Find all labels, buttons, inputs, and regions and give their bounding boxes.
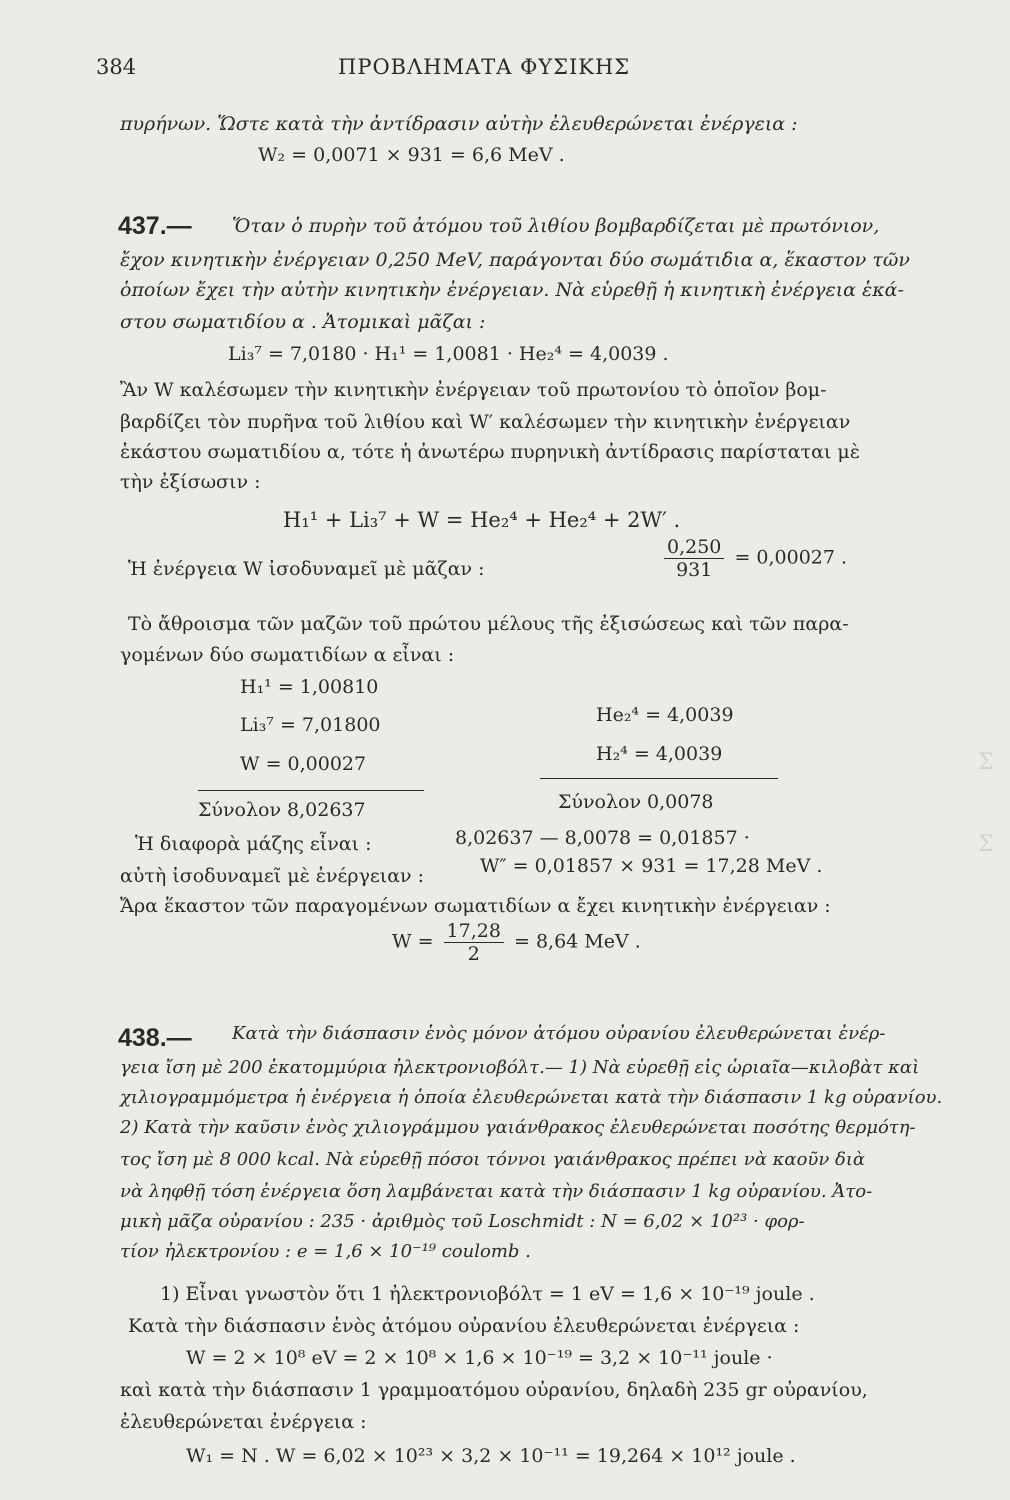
left-column-row: H₁¹ = 1,00810	[240, 676, 379, 698]
solution-438-line-5: ἐλευθερώνεται ἐνέργεια :	[120, 1411, 367, 1433]
atomic-masses: Li₃⁷ = 7,0180 · H₁¹ = 1,0081 · He₂⁴ = 4,0039 .	[228, 343, 669, 365]
problem-438-text-2: γεια ἴση μὲ 200 ἑκατομμύρια ἠλεκτρονιοβόλτ.— 1) Νὰ εὑρεθῇ εἰς ὡριαῖα—κιλοβὰτ καὶ	[120, 1057, 920, 1078]
problem-437-text-3: ὁποίων ἔχει τὴν αὐτὴν κινητικὴν ἐνέργειαν. Νὰ εὑρεθῇ ἡ κινητικὴ ἐνέργεια ἑκά-	[120, 279, 904, 301]
energy-equivalent-equation: W″ = 0,01857 × 931 = 17,28 MeV .	[480, 855, 823, 877]
solution-437-line-3: ἑκάστου σωματιδίου α, τότε ἡ ἀνωτέρω πυρηνικὴ ἀντίδρασις παρίσταται μὲ	[120, 441, 860, 463]
fraction-result: = 0,00027 .	[734, 546, 848, 569]
kinetic-energy-text: Ἄρα ἕκαστον τῶν παραγομένων σωματιδίων α ἔχει κινητικὴν ἐνέργειαν :	[120, 895, 831, 917]
right-column-row: He₂⁴ = 4,0039	[596, 704, 734, 726]
fraction-denominator: 931	[676, 559, 713, 581]
problem-438-text-3: χιλιογραμμόμετρα ἡ ἐνέργεια ἡ ὁποία ἐλευθερώνεται κατὰ τὴν διάσπασιν 1 kg οὐρανίου.	[120, 1087, 943, 1108]
sum-text-1: Τὸ ἄθροισμα τῶν μαζῶν τοῦ πρώτου μέλους τῆς ἐξισώσεως καὶ τῶν παρα-	[128, 613, 849, 635]
problem-number-437: 437.—	[118, 212, 192, 240]
intro-line: πυρήνων. Ὥστε κατὰ τὴν ἀντίδρασιν αὐτὴν ἐλευθερώνεται ἐνέργεια :	[120, 113, 798, 135]
energy-mass-text: Ἡ ἐνέργεια W ἰσοδυναμεῖ μὲ μᾶζαν :	[128, 558, 485, 580]
running-title: ΠΡΟΒΛΗΜΑΤΑ ΦΥΣΙΚΗΣ	[338, 55, 631, 79]
energy-equivalent-label: αὐτὴ ἰσοδυναμεῖ μὲ ἐνέργειαν :	[120, 865, 425, 887]
solution-438-line-2: Κατὰ τὴν διάσπασιν ἑνὸς ἀτόμου οὐρανίου ἐλευθερώνεται ἐνέργεια :	[128, 1315, 800, 1337]
problem-438-text-1: Κατὰ τὴν διάσπασιν ἑνὸς μόνον ἀτόμου οὐρανίου ἐλευθερώνεται ἐνέρ-	[232, 1023, 886, 1044]
sum-text-2: γομένων δύο σωματιδίων α εἶναι :	[120, 644, 455, 666]
margin-mark: Σ	[978, 832, 994, 857]
left-total: Σύνολον 8,02637	[198, 799, 366, 821]
solution-438-line-3: W = 2 × 10⁸ eV = 2 × 10⁸ × 1,6 × 10⁻¹⁹ = 3,2 × 10⁻¹¹ joule ·	[186, 1347, 773, 1369]
solution-438-line-6: W₁ = N . W = 6,02 × 10²³ × 3,2 × 10⁻¹¹ = 19,264 × 10¹² joule .	[186, 1445, 796, 1467]
result-rhs: = 8,64 MeV .	[514, 930, 641, 953]
problem-438-text-4: 2) Κατὰ τὴν καῦσιν ἑνὸς χιλιογράμμου γαιάνθρακος ἐλευθερώνεται ποσότης θερμότη-	[120, 1117, 916, 1138]
kinetic-energy-result	[392, 920, 641, 965]
reaction-equation: H₁¹ + Li₃⁷ + W = He₂⁴ + He₂⁴ + 2W′ .	[283, 508, 681, 532]
energy-mass-fraction	[660, 536, 847, 581]
right-column-row: H₂⁴ = 4,0039	[596, 743, 723, 765]
result-lhs: W =	[392, 930, 434, 953]
solution-438-line-4: καὶ κατὰ τὴν διάσπασιν 1 γραμμοατόμου οὐρανίου, δηλαδὴ 235 gr οὐρανίου,	[120, 1379, 868, 1401]
sum-rule-left	[198, 790, 424, 791]
problem-437-text-4: στου σωματιδίου α . Ἀτομικαὶ μᾶζαι :	[120, 311, 486, 333]
problem-437-text-1: Ὅταν ὁ πυρὴν τοῦ ἀτόμου τοῦ λιθίου βομβαρδίζεται μὲ πρωτόνιον,	[232, 215, 880, 237]
fraction-denominator: 2	[467, 943, 480, 965]
solution-438-line-1: 1) Εἶναι γνωστὸν ὅτι 1 ἠλεκτρονιοβόλτ = 1 eV = 1,6 × 10⁻¹⁹ joule .	[160, 1283, 815, 1305]
solution-437-line-4: τὴν ἐξίσωσιν :	[120, 471, 261, 493]
margin-mark: Σ	[978, 750, 994, 775]
solution-437-line-1: Ἂν W καλέσωμεν τὴν κινητικὴν ἐνέργειαν τοῦ πρωτονίου τὸ ὁποῖον βομ-	[120, 379, 827, 401]
problem-number-438: 438.—	[118, 1024, 192, 1052]
mass-difference-equation: 8,02637 — 8,0078 = 0,01857 ·	[455, 827, 750, 849]
sum-rule-right	[540, 778, 778, 779]
problem-438-text-6: νὰ ληφθῇ τόση ἐνέργεια ὅση λαμβάνεται κατὰ τὴν διάσπασιν 1 kg οὐρανίου. Ἀτο-	[120, 1181, 873, 1202]
intro-equation: W₂ = 0,0071 × 931 = 6,6 MeV .	[258, 144, 565, 166]
problem-438-text-7: μικὴ μᾶζα οὐρανίου : 235 · ἀριθμὸς τοῦ Loschmidt : N = 6,02 × 10²³ · φορ-	[120, 1211, 805, 1232]
problem-438-text-5: τος ἴση μὲ 8 000 kcal. Νὰ εὑρεθῇ πόσοι τόννοι γαιάνθρακος πρέπει νὰ καοῦν διὰ	[120, 1149, 866, 1170]
problem-438-text-8: τίον ἠλεκτρονίου : e = 1,6 × 10⁻¹⁹ coulomb .	[120, 1241, 531, 1262]
left-column-row: Li₃⁷ = 7,01800	[240, 714, 381, 736]
page-number: 384	[96, 55, 137, 79]
mass-difference-label: Ἡ διαφορὰ μάζης εἶναι :	[135, 833, 372, 855]
fraction-numerator: 0,250	[664, 536, 724, 559]
solution-437-line-2: βαρδίζει τὸν πυρῆνα τοῦ λιθίου καὶ W′ καλέσωμεν τὴν κινητικὴν ἐνέργειαν	[120, 411, 851, 433]
right-total: Σύνολον 0,0078	[558, 791, 714, 813]
left-column-row: W = 0,00027	[240, 753, 367, 775]
problem-437-text-2: ἔχον κινητικὴν ἐνέργειαν 0,250 MeV, παράγονται δύο σωμάτιδια α, ἕκαστον τῶν	[120, 249, 910, 271]
fraction-numerator: 17,28	[444, 920, 504, 943]
